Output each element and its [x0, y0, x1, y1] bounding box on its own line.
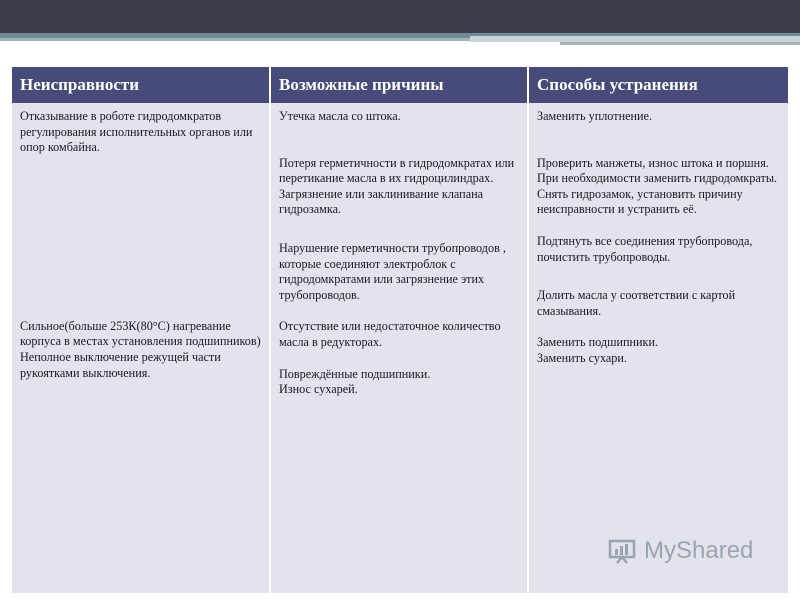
header-causes: Возможные причины	[270, 67, 528, 103]
decor-stripe	[0, 38, 470, 41]
top-bar	[0, 0, 800, 33]
remedy-text: Заменить уплотнение.	[537, 109, 653, 123]
presentation-chart-icon	[608, 538, 638, 564]
header-row	[12, 67, 788, 103]
remedy-text: Долить масла у соответствии с картой смазывания.	[537, 288, 736, 318]
watermark-text: MyShared	[644, 537, 754, 564]
faults-cell	[12, 103, 270, 593]
remedies-cell	[528, 103, 788, 593]
remedy-text: Проверить манжеты, износ штока и поршня. При необходимости заменить гидродомкраты.	[537, 155, 778, 186]
remedy-text: Снять гидрозамок, установить причину неисправности и устранить её.	[537, 186, 743, 217]
cause-text: Повреждённые подшипники.	[279, 366, 431, 381]
cause-text: Нарушение герметичности трубопроводов , которые соединяют электроблок с гидродомкратами или загрязнение этих трубопроводов.	[279, 240, 506, 302]
remedy-text: Заменить подшипники.	[537, 335, 659, 350]
cause-text: Износ сухарей.	[279, 382, 358, 397]
cause-text: Загрязнение или заклинивание клапана гидрозамка.	[279, 186, 484, 217]
remedy-text: Заменить сухари.	[537, 350, 627, 365]
fault-text: Неполное выключение режущей части рукоятками выключения.	[20, 349, 221, 380]
fault-text: Отказывание в роботе гидродомкратов регулирования исполнительных органов или опор комбайна.	[20, 109, 253, 155]
fault-text: Сильное(больше 253К(80°С) нагревание корпуса в местах установления подшипников)	[20, 318, 261, 349]
remedy-text: Подтянуть все соединения трубопровода, почистить трубопроводы.	[537, 233, 753, 264]
header-faults: Неисправности	[12, 67, 270, 103]
cause-text: Утечка масла со штока.	[279, 109, 401, 123]
cause-text: Отсутствие или недостаточное количество масла в редукторах.	[279, 319, 501, 349]
faults-table	[12, 67, 788, 593]
decor-stripe	[560, 42, 800, 45]
table-row	[12, 103, 788, 593]
watermark	[608, 537, 753, 565]
causes-cell	[270, 103, 528, 593]
cause-text: Потеря герметичности в гидродомкратах или перетикание масла в их гидроцилиндрах.	[279, 155, 515, 186]
header-remedies: Способы устранения	[528, 67, 788, 103]
